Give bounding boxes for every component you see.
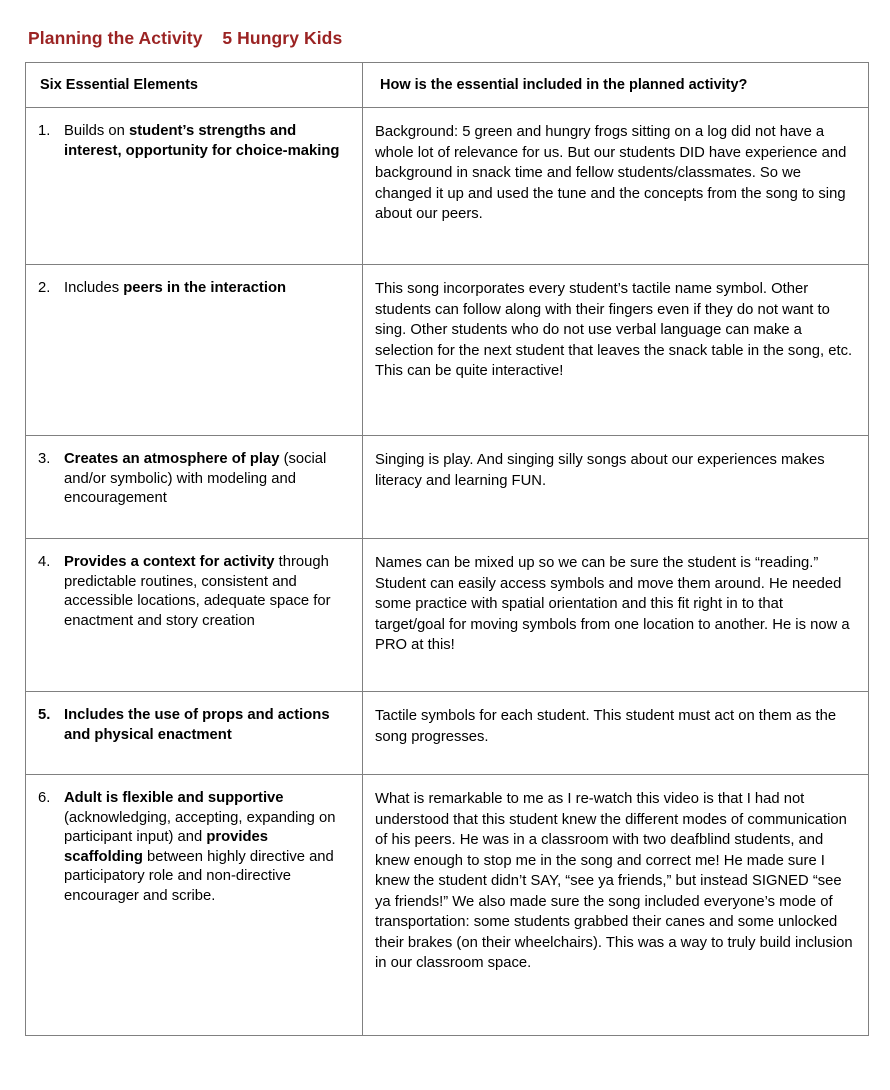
plain-text: (social and/or symbolic) with modeling and encouragement	[64, 451, 327, 506]
plain-text: (acknowledging, accepting, expanding on participant input) and	[64, 809, 336, 845]
emphasis-text: Provides a context for activity	[64, 554, 275, 570]
activity-response-cell: Tactile symbols for each student. This student must act on them as the song progresses.	[363, 692, 869, 775]
emphasis-text: provides scaffolding	[64, 829, 268, 865]
activity-response-cell: Names can be mixed up so we can be sure the student is “reading.” Student can easily access symbols and move them around. He needed some practice with spatial orientation and this fit right in to that target/goal for moving symbols from one location to another. He is now a PRO at this!	[363, 539, 869, 692]
emphasis-text: student’s strengths and interest, opportunity for choice-making	[64, 123, 340, 159]
activity-response-cell: This song incorporates every student’s tactile name symbol. Other students can follow along with their fingers even if they do not want to sing. Other students who do not use verbal language can make a selection for the next student that leaves the snack table in the song, etc. This can be quite interactive!	[363, 265, 869, 436]
table-row	[26, 539, 869, 692]
table-row	[26, 436, 869, 539]
essential-element-cell	[26, 108, 363, 265]
table-header-row	[26, 63, 869, 108]
plain-text: Includes	[64, 280, 124, 296]
essential-element-cell	[26, 775, 363, 1036]
activity-response-cell: Singing is play. And singing silly songs about our experiences makes literacy and learning FUN.	[363, 436, 869, 539]
essential-element-text	[64, 706, 348, 745]
essential-element-text	[64, 122, 348, 161]
table-row	[26, 265, 869, 436]
column-header-elements: Six Essential Elements	[26, 63, 363, 108]
plain-text: Builds on	[64, 123, 129, 139]
essential-element-item	[38, 789, 348, 906]
essential-element-item	[38, 122, 348, 161]
essential-element-cell	[26, 539, 363, 692]
column-header-activity: How is the essential included in the planned activity?	[363, 63, 869, 108]
activity-response-cell: Background: 5 green and hungry frogs sitting on a log did not have a whole lot of relevance for us. But our students DID have experience and background in snack time and fellow students/classmates. So we changed it up and used the tune and the concepts from the song to sing about our peers.	[363, 108, 869, 265]
essential-element-text	[64, 789, 348, 906]
list-number: 3.	[38, 451, 51, 467]
essential-element-item	[38, 279, 348, 299]
emphasis-text: peers in the interaction	[123, 280, 287, 296]
essential-element-cell	[26, 692, 363, 775]
table-header	[26, 63, 869, 108]
essential-element-item	[38, 450, 348, 509]
essential-element-text	[64, 279, 348, 299]
essential-element-text	[64, 450, 348, 509]
emphasis-text: Includes the use of props and actions and physical enactment	[64, 707, 330, 743]
list-number: 1.	[38, 123, 51, 139]
activity-response-cell: What is remarkable to me as I re-watch this video is that I had not understood that this student knew the different modes of communication of his peers. He was in a classroom with two deafblind students, and knew enough to stop me in the song and correct me! He made sure I knew the student didn’t SAY, “see ya friends,” but instead SIGNED “see ya friends!” We also made sure the song included everyone’s mode of transportation: some students grabbed their canes and some unlocked their brakes (on their wheelchairs). This was a way to truly build inclusion in our classroom space.	[363, 775, 869, 1036]
list-number: 5.	[38, 707, 51, 723]
plain-text: between highly directive and participatory role and non-directive encourager and scribe.	[64, 848, 334, 904]
table-row	[26, 692, 869, 775]
table-row	[26, 108, 869, 265]
essential-element-cell	[26, 265, 363, 436]
list-number: 4.	[38, 554, 51, 570]
table-row	[26, 775, 869, 1036]
emphasis-text: Creates an atmosphere of play	[64, 451, 280, 467]
emphasis-text: Adult is flexible and supportive	[64, 790, 284, 806]
list-number: 6.	[38, 790, 51, 806]
essential-element-item	[38, 706, 348, 745]
essential-element-cell	[26, 436, 363, 539]
essential-element-item	[38, 553, 348, 631]
list-number: 2.	[38, 280, 51, 296]
plain-text: through predictable routines, consistent and accessible locations, adequate space for enactment and story creation	[64, 554, 331, 629]
essential-element-text	[64, 553, 348, 631]
six-essential-elements-table	[25, 62, 869, 1036]
table-body	[26, 108, 869, 1036]
page-title: Planning the Activity 5 Hungry Kids	[28, 28, 343, 48]
